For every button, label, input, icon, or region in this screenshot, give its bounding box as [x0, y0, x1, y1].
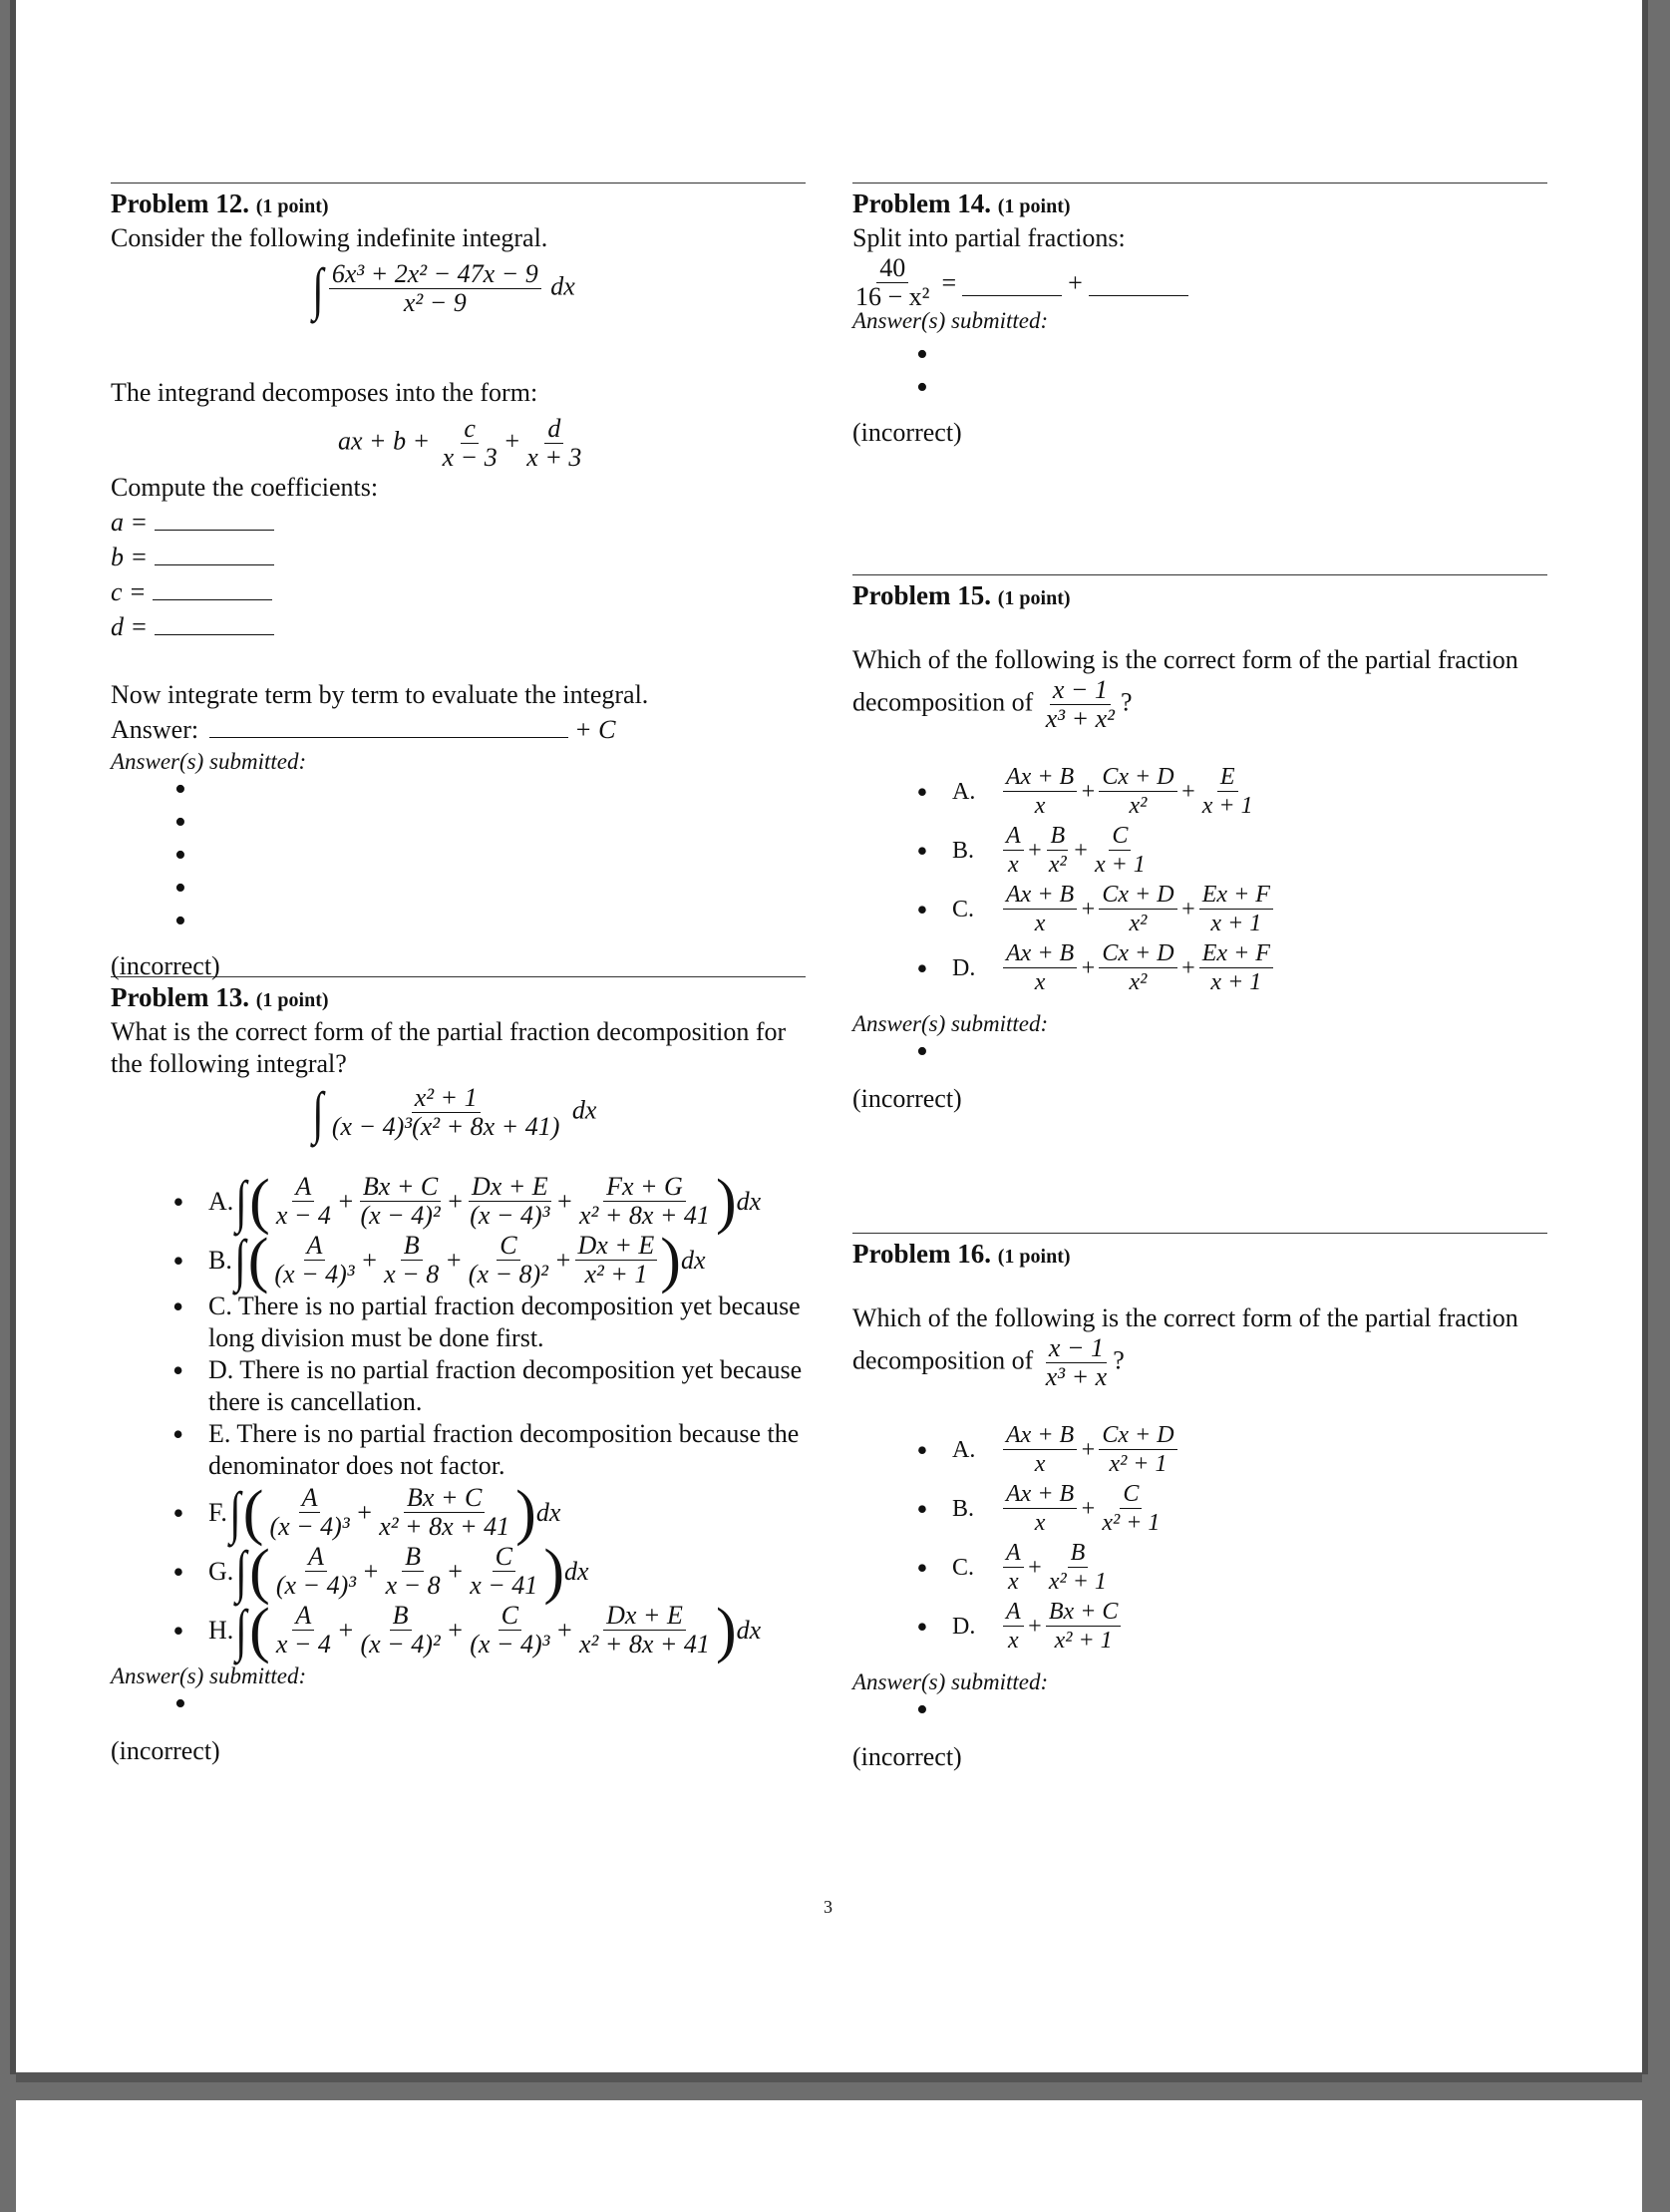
next-document-page	[16, 2100, 1642, 2212]
choice-a[interactable]: • A. $\frac{Ax + B}{x}$ + $\frac{Cx + D}{\text{x² + 1}}$	[916, 1421, 1547, 1478]
integral-expression: ∫ $\frac{\text{6x³ + 2x² − 47x − 9}}{\text{x² − 9}}$ dx	[312, 255, 575, 321]
choice-d[interactable]: • D. There is no partial fraction decomposition yet because there is cancellation.	[172, 1354, 806, 1418]
page-number: 3	[824, 1897, 833, 1917]
status-text: (incorrect)	[111, 1736, 220, 1765]
submitted-answers-list	[916, 343, 1547, 409]
list-item	[174, 844, 806, 877]
choice-b[interactable]: • B. ∫ ( $\frac{A}{\text{(x − 4)³}}$ + $\frac{B}{x - 8}$ + $\frac{C}{\text{(x − 8)²}}$ + $\frac{Dx + E}{\text{x² + 1}}$ ) dx	[172, 1232, 806, 1289]
integral-sign: ∫	[312, 255, 324, 321]
status-text: (incorrect)	[852, 1084, 962, 1113]
problem-12	[111, 187, 806, 982]
problem-question: What is the correct form of the partial fraction decomposition for the following integral?	[111, 1017, 787, 1078]
decomposition-of-row: decomposition of $\frac{x - 1}{\text{x³ + x}}$ ?	[852, 1333, 1125, 1391]
choice-c[interactable]: • C. $\frac{A}{x}$ + $\frac{B}{\text{x² + 1}}$	[916, 1539, 1547, 1596]
problem-divider	[852, 1233, 1547, 1234]
list-item	[174, 1692, 806, 1725]
answers-submitted-label: Answer(s) submitted:	[111, 1663, 307, 1688]
problem-divider	[111, 183, 806, 184]
page-shadow-bottom	[16, 2072, 1642, 2082]
problem-title: Problem 14. (1 point)	[852, 188, 1071, 218]
answer-row: Answer: + C	[111, 711, 806, 746]
list-item	[174, 877, 806, 910]
choice-e[interactable]: • E. There is no partial fraction decomposition because the denominator does not factor.	[172, 1418, 806, 1482]
submitted-answers-list	[174, 1692, 806, 1725]
choice-list	[172, 1167, 806, 1664]
answers-submitted-label: Answer(s) submitted:	[852, 1669, 1049, 1694]
submitted-answers-list	[916, 1040, 1547, 1073]
integral-answer-input[interactable]	[209, 711, 568, 738]
choice-b[interactable]: • B. $\frac{Ax + B}{x}$ + $\frac{C}{\text{x² + 1}}$	[916, 1480, 1547, 1537]
compute-text: Compute the coefficients:	[111, 473, 379, 502]
right-column	[852, 183, 1547, 1773]
problem-title: Problem 13. (1 point)	[111, 982, 329, 1012]
fraction-2-input[interactable]	[1089, 269, 1188, 296]
choice-a[interactable]: • A. ∫ ( $\frac{A}{x - 4}$ + $\frac{Bx + C}{\text{(x − 4)²}}$ + $\frac{Dx + E}{\text{(x − 4)³}}$ + $\frac{Fx + G}{\text{x² + 8x + 41}}$ ) dx	[172, 1173, 806, 1230]
submitted-answers-list	[174, 778, 806, 942]
choice-list	[916, 763, 1547, 996]
choice-g[interactable]: • G. ∫ ( $\frac{A}{\text{(x − 4)³}}$ + $\frac{B}{x - 8}$ + $\frac{C}{x - 41}$ ) dx	[172, 1543, 806, 1600]
choice-c[interactable]: • C. $\frac{Ax + B}{x}$ + $\frac{Cx + D}{\text{x²}}$ + $\frac{Ex + F}{x + 1}$	[916, 881, 1547, 937]
coef-d-row: d =	[111, 608, 806, 643]
coef-a-input[interactable]	[155, 504, 274, 531]
list-item	[916, 376, 1547, 409]
problem-title-text: Problem 12.	[111, 188, 249, 218]
problem-15	[852, 579, 1547, 1115]
list-item	[174, 910, 806, 942]
answers-submitted-label: Answer(s) submitted:	[111, 749, 307, 774]
list-item	[916, 1040, 1547, 1073]
problem-14	[852, 187, 1547, 449]
decomposition-of-row: decomposition of $\frac{x - 1}{\text{x³ + x²}}$ ?	[852, 675, 1133, 733]
status-text: (incorrect)	[852, 418, 962, 447]
decomposition-form: ax + b + $\frac{c}{x - 3}$ + $\frac{d}{x + 3}$	[338, 414, 582, 472]
problem-title	[111, 187, 806, 222]
problem-divider	[852, 183, 1547, 184]
fraction-1-input[interactable]	[962, 269, 1062, 296]
decomp-text: The integrand decomposes into the form:	[111, 378, 538, 407]
choice-a[interactable]: • A. $\frac{Ax + B}{x}$ + $\frac{Cx + D}{\text{x²}}$ + $\frac{E}{x + 1}$	[916, 763, 1547, 820]
list-item	[916, 343, 1547, 376]
choice-d[interactable]: • D. $\frac{Ax + B}{x}$ + $\frac{Cx + D}{\text{x²}}$ + $\frac{Ex + F}{x + 1}$	[916, 939, 1547, 996]
choice-f[interactable]: • F. ∫ ( $\frac{A}{\text{(x − 4)³}}$ + $\frac{Bx + C}{\text{x² + 8x + 41}}$ ) dx	[172, 1484, 806, 1541]
integrate-text: Now integrate term by term to evaluate the integral.	[111, 680, 649, 709]
coef-b-input[interactable]	[155, 539, 274, 565]
problem-question: Which of the following is the correct form of the partial fraction	[852, 1303, 1518, 1332]
coef-c-input[interactable]	[153, 573, 272, 600]
problem-points: (1 point)	[255, 195, 329, 217]
status-text: (incorrect)	[852, 1742, 962, 1771]
problem-question: Which of the following is the correct form of the partial fraction	[852, 645, 1518, 674]
choice-h[interactable]: • H. ∫ ( $\frac{A}{x - 4}$ + $\frac{B}{\text{(x − 4)²}}$ + $\frac{C}{\text{(x − 4)³}}$ + $\frac{Dx + E}{\text{x² + 8x + 41}}$ ) dx	[172, 1602, 806, 1659]
problem-intro: Split into partial fractions:	[852, 223, 1126, 252]
submitted-answers-list	[916, 1698, 1547, 1731]
list-item	[916, 1698, 1547, 1731]
choice-c[interactable]: • C. There is no partial fraction decomposition yet because long division must be done first.	[172, 1290, 806, 1354]
problem-divider	[852, 574, 1547, 575]
status-text: (incorrect)	[111, 951, 220, 980]
problem-title: Problem 16. (1 point)	[852, 1239, 1071, 1269]
integrand-fraction: $\frac{\text{6x³ + 2x² − 47x − 9}}{\text{x² − 9}}$	[329, 260, 541, 317]
choice-b[interactable]: • B. $\frac{A}{x}$ + $\frac{B}{\text{x²}}$ + $\frac{C}{x + 1}$	[916, 822, 1547, 879]
list-item	[174, 811, 806, 844]
coef-d-input[interactable]	[155, 608, 274, 635]
answers-submitted-label: Answer(s) submitted:	[852, 308, 1049, 333]
problem-13	[111, 981, 806, 1767]
split-expression: $\frac{40}{\text{16 − x²}}$ = +	[852, 254, 1547, 311]
choice-list	[916, 1421, 1547, 1655]
problem-intro: Consider the following indefinite integral.	[111, 223, 548, 252]
answers-submitted-label: Answer(s) submitted:	[852, 1011, 1049, 1036]
choice-d[interactable]: • D. $\frac{A}{x}$ + $\frac{Bx + C}{\text{x² + 1}}$	[916, 1598, 1547, 1655]
page-shadow-right	[1642, 0, 1648, 2074]
problem-16	[852, 1238, 1547, 1773]
left-column	[111, 183, 806, 1767]
integral-expression: ∫ $\frac{\text{x² + 1}}{\text{(x − 4)³(x² + 8x + 41)}}$ dx	[312, 1079, 597, 1145]
list-item	[174, 778, 806, 811]
coef-b-row: b =	[111, 539, 806, 573]
coef-a-row: a =	[111, 504, 806, 539]
coef-c-row: c =	[111, 573, 806, 608]
problem-title: Problem 15. (1 point)	[852, 580, 1071, 610]
